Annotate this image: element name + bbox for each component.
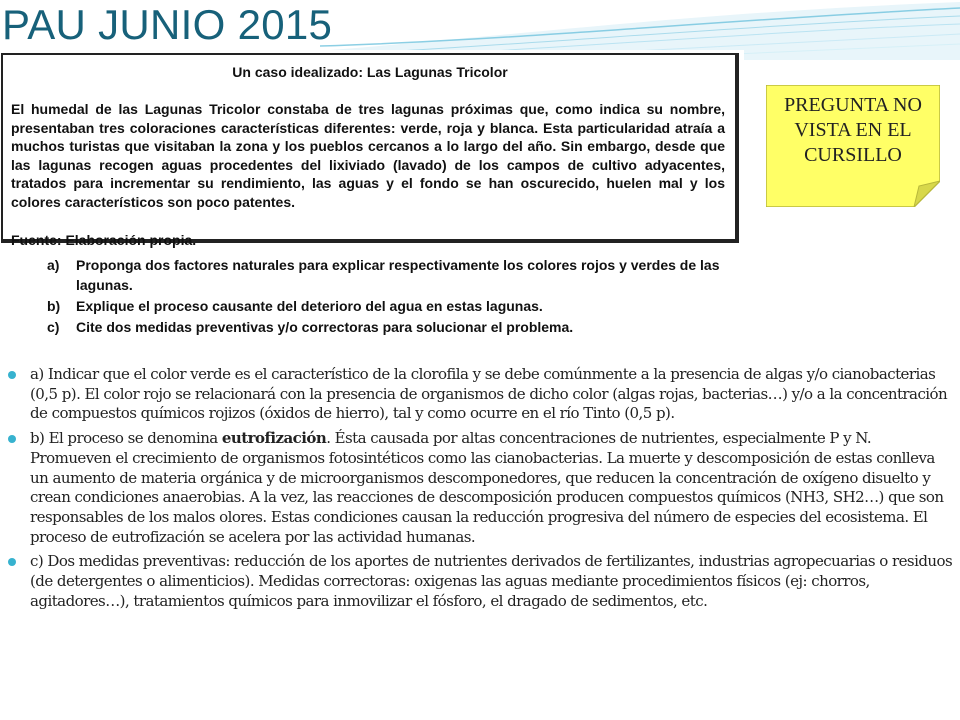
- sticky-note: [766, 85, 940, 207]
- case-source: Fuente: Elaboración propia.: [11, 232, 197, 248]
- question-letter: c): [47, 319, 60, 335]
- answer-b-keyword: eutrofización: [221, 429, 327, 448]
- answer-c-text: c) Dos medidas preventivas: reducción de los aportes de nutrientes derivados de fertilizantes, industrias agropecuarias o residuos (de detergentes o alimenticios). Medidas correctoras: oxigenas las aguas mediante procedimientos físicos (ej: chorros, agitadores…), tratamientos químicos para inmovilizar el fósforo, el dragado de sedimentos, etc.: [30, 552, 953, 610]
- question-item: [0, 317, 740, 337]
- question-list: [0, 255, 740, 337]
- case-title: Un caso idealizado: Las Lagunas Tricolor: [232, 64, 508, 80]
- question-text: Proponga dos factores naturales para explicar respectivamente los colores rojos y verdes de las lagunas.: [76, 257, 720, 293]
- sticky-note-text: PREGUNTA NO VISTA EN EL CURSILLO: [784, 94, 922, 166]
- bullet-icon: [8, 371, 16, 379]
- bullet-icon: [8, 558, 16, 566]
- question-text: Explique el proceso causante del deterioro del agua en estas lagunas.: [76, 298, 543, 314]
- case-box: [1, 53, 739, 248]
- exam-question-image: [0, 50, 744, 360]
- answer-list: [0, 365, 960, 616]
- question-text: Cite dos medidas preventivas y/o correctoras para solucionar el problema.: [76, 319, 574, 335]
- answer-c: [0, 552, 960, 611]
- answer-b-text-pre: b) El proceso se denomina: [30, 429, 222, 448]
- answer-a-text: a) Indicar que el color verde es el característico de la clorofila y se debe comúnmente a la presencia de algas y/o cianobacterias (0,5 p). El color rojo se relacionará con la presencia de organismos de dicho color (algas rojas, bacterias…) y/o a la concentración de compuestos químicos rojizos (óxidos de hierro), tal y como ocurre en el río Tinto (0,5 p).: [30, 365, 948, 423]
- slide-title: PAU JUNIO 2015: [2, 1, 333, 48]
- case-body: El humedal de las Lagunas Tricolor constaba de tres lagunas próximas que, como indica su nombre, presentaban tres coloraciones características diferentes: verde, roja y blanca. Esta particularidad atraía a muchos turistas que visitaban la zona y los pueblos cercanos a lo largo del año. Sin embargo, desde que las lagunas recogen aguas procedentes del lixiviado (lavado) de los campos de cultivo adyacentes, tratados para incrementar su rendimiento, las aguas y el fondo se han oscurecido, huelen mal y los colores característicos son poco patentes.: [11, 101, 725, 210]
- question-letter: b): [47, 298, 61, 314]
- answer-a: [0, 365, 960, 424]
- bullet-icon: [8, 435, 16, 443]
- question-letter: a): [47, 257, 60, 273]
- question-item: [0, 255, 740, 295]
- answer-b: [0, 429, 960, 547]
- question-item: [0, 296, 740, 316]
- answer-b-text-post: . Ésta causada por altas concentraciones de nutrientes, especialmente P y N. Promueven el crecimiento de organismos fotosintéticos como las cianobacterias. La muerte y descomposición de estas conlleva un aumento de materia orgánica y de microorganismos descomponedores, que reducen la concentración de oxígeno disuelto y crean condiciones anaerobias. A la vez, las reacciones de descomposición producen compuestos químicos (NH3, SH2…) que son responsables de los malos olores. Estas condiciones causan la reducción progresiva del número de especies del ecosistema. El proceso de eutrofización se acelera por las actividad humanas.: [30, 429, 944, 546]
